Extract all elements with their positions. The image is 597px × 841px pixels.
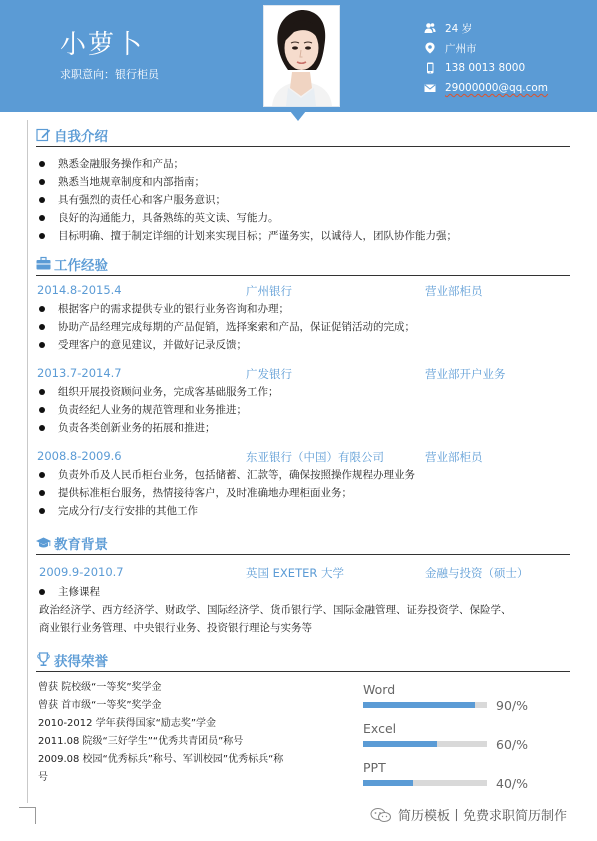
- section-self-intro-header: [36, 124, 570, 147]
- list-item: 提供标准柜台服务，热情接待客户，及时准确地办理柜面业务；: [36, 484, 415, 502]
- honor-item: 曾获 首市级“一等奖”奖学金: [38, 700, 162, 711]
- self-intro-list: [36, 155, 457, 245]
- education-major: 金融与投资（硕士）: [425, 566, 529, 580]
- wechat-icon: [370, 807, 392, 823]
- job-duties-list: [36, 300, 415, 354]
- contact-email[interactable]: 29000000@qq.com: [445, 82, 549, 94]
- list-item: 完成分行/支行安排的其他工作: [36, 502, 415, 520]
- skill-bar-fill: [363, 780, 413, 786]
- education-row: [36, 565, 570, 581]
- job-company: 广发银行: [246, 367, 292, 381]
- list-item: 负责各类创新业务的拓展和推进；: [36, 419, 279, 437]
- list-item: 组织开展投资顾问业务，完成客基础服务工作；: [36, 383, 279, 401]
- job-duties-list: [36, 383, 279, 437]
- honor-item: 曾获 院校级“一等奖”奖学金: [38, 682, 162, 693]
- skill-name: Excel: [363, 721, 397, 736]
- list-item: 受理客户的意见建议，并做好记录反馈；: [36, 336, 415, 354]
- contact-age-row: [424, 18, 548, 38]
- contact-city: 广州市: [445, 42, 477, 55]
- portrait-image: [264, 6, 339, 106]
- list-item: 目标明确、擅于制定详细的计划来实现目标；严谨务实，以诚待人，团队协作能力强；: [36, 227, 457, 245]
- job-header-row: [36, 283, 570, 299]
- envelope-icon: [424, 82, 436, 94]
- skill-percent: 60/%: [496, 737, 528, 752]
- briefcase-icon: [36, 256, 51, 271]
- header-pointer: [290, 111, 306, 121]
- job-position: 营业部开户业务: [425, 367, 506, 381]
- job-company: 广州银行: [246, 284, 292, 298]
- section-education-header: [36, 532, 570, 555]
- list-item: 根据客户的需求提供专业的银行业务咨询和办理；: [36, 300, 415, 318]
- list-item: 协助产品经理完成每期的产品促销，选择案索和产品，保证促销活动的完成；: [36, 318, 415, 336]
- honor-item: 2010-2012 学年获得国家“励志奖”学金: [38, 718, 217, 729]
- candidate-name: 小萝卜: [60, 30, 145, 60]
- courses-line: 商业银行业务管理、中央银行业务、投资银行理论与实务等: [39, 622, 312, 634]
- skill-bar-track: [363, 741, 487, 747]
- skill-name: PPT: [363, 760, 386, 775]
- location-pin-icon: [424, 42, 436, 54]
- skill-bar-track: [363, 702, 487, 708]
- contact-info: [424, 18, 548, 98]
- footer-watermark: [370, 805, 567, 824]
- job-duties-list: [36, 466, 415, 520]
- job-objective: 求职意向：银行柜员: [60, 68, 159, 81]
- list-item: 主修课程: [36, 583, 100, 601]
- list-item: 负责经纪人业务的规范管理和业务推进；: [36, 401, 279, 419]
- skill-bar-fill: [363, 702, 475, 708]
- section-title: 获得荣誉: [54, 654, 108, 670]
- section-title: 工作经验: [54, 258, 108, 274]
- list-item: 具有强烈的责任心和客户服务意识；: [36, 191, 457, 209]
- courses-list: [36, 583, 100, 601]
- skill-percent: 40/%: [496, 776, 528, 791]
- job-position: 营业部柜员: [425, 450, 483, 464]
- section-honors-header: [36, 649, 570, 672]
- contact-phone: 138 0013 8000: [445, 62, 526, 74]
- profile-photo: [264, 6, 339, 106]
- footer-text: 简历模板丨免费求职简历制作: [398, 809, 568, 824]
- list-item: 负责外币及人民币柜台业务，包括储蓄、汇款等，确保按照操作规程办理业务: [36, 466, 415, 484]
- skill-bar-track: [363, 780, 487, 786]
- page-corner-mark: [19, 807, 36, 824]
- job-company: 东亚银行（中国）有限公司: [246, 450, 384, 464]
- contact-city-row: [424, 38, 548, 58]
- contact-phone-row: [424, 58, 548, 78]
- mobile-phone-icon: [424, 62, 436, 74]
- honor-item: 号: [38, 772, 48, 783]
- contact-email-row: [424, 78, 548, 98]
- edit-icon: [36, 127, 51, 142]
- skill-bar-fill: [363, 741, 437, 747]
- skill-percent: 90/%: [496, 698, 528, 713]
- list-item: 熟悉金融服务操作和产品；: [36, 155, 457, 173]
- job-period: 2014.8-2015.4: [37, 283, 122, 297]
- honors-list: [38, 679, 338, 787]
- section-work-header: [36, 253, 570, 276]
- honor-item: 2011.08 院级“三好学生”“优秀共青团员”称号: [38, 736, 244, 747]
- honor-item: 2009.08 校园“优秀标兵”称号、军训校园”优秀标兵“称: [38, 754, 284, 765]
- job-position: 营业部柜员: [425, 284, 483, 298]
- trophy-icon: [36, 652, 51, 667]
- section-title: 自我介绍: [54, 129, 108, 145]
- skill-name: Word: [363, 682, 396, 697]
- section-title: 教育背景: [54, 537, 108, 553]
- education-school: 英国 EXETER 大学: [246, 566, 345, 580]
- left-border-line: [27, 120, 28, 803]
- job-header-row: [36, 366, 570, 382]
- education-period: 2009.9-2010.7: [39, 565, 124, 579]
- list-item: 良好的沟通能力，具备熟练的英文读、写能力。: [36, 209, 457, 227]
- user-icon: [424, 22, 436, 34]
- job-header-row: [36, 449, 570, 465]
- courses-line: 政治经济学、西方经济学、财政学、国际经济学、货币银行学、国际金融管理、证券投资学、保险学、: [39, 604, 512, 616]
- job-period: 2013.7-2014.7: [37, 366, 122, 380]
- contact-age: 24 岁: [445, 22, 473, 35]
- job-period: 2008.8-2009.6: [37, 449, 122, 463]
- graduation-cap-icon: [36, 535, 51, 550]
- list-item: 熟悉当地规章制度和内部指南；: [36, 173, 457, 191]
